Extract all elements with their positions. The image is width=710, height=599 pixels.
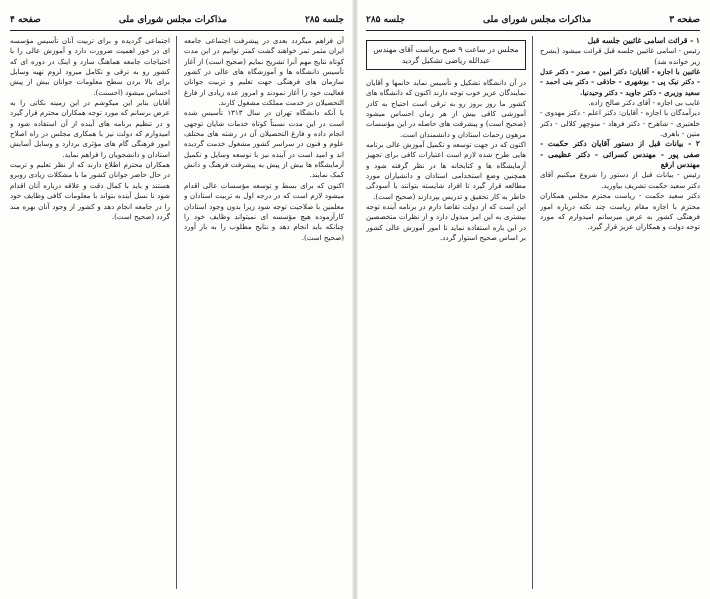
session-opening-notice: مجلس در ساعت ۹ صبح بریاست آقای مهندس عبدالله ریاضی تشکیل گردید	[366, 40, 526, 70]
right-session-label: جلسه ۲۸۵	[366, 15, 406, 25]
left-page-column-left	[10, 36, 170, 593]
left-running-header	[10, 12, 344, 28]
paragraph: رئیس - بیانات قبل از دستور را شروع میکنیم آقای دکتر سعید حکمت تشریف بیاورید.	[540, 170, 700, 190]
paragraph: این است که از دولت تقاضا دارم در برنامه آینده توجه بیشتری به این امر مبذول دارد و از نظرات متخصصین در این باره استفاده نماید تا امور آموزش عالی کشور بر اساس صحیح استوار گردد.	[366, 202, 526, 243]
left-page-label: صفحه ۴	[10, 15, 41, 25]
right-page-label: صفحه ۳	[669, 15, 700, 25]
right-page-column-right	[540, 36, 700, 593]
section-heading: ۱ - قرائت اسامی غائبین جلسه قبل	[587, 36, 700, 45]
left-session-label: جلسه ۲۸۵	[304, 15, 344, 25]
right-column-divider	[532, 36, 533, 589]
left-journal-title: مذاکرات مجلس شورای ملی	[118, 15, 227, 25]
right-page-column-left	[366, 36, 526, 593]
paragraph: اکنون که برای بسط و توسعه مؤسسات عالی اقدام میشود لازم است که در درجه اول به تربیت استادان و معلمین با صلاحیت توجه شود زیرا بدون وجود استادان کارآزموده هیچ مؤسسه ای نمیتواند وظایف خود را چنانکه باید انجام دهد و نتایج مطلوب را به بار آورد (صحیح است).	[184, 180, 344, 242]
paragraph: با آنکه دانشگاه تهران در سال ۱۳۱۳ تأسیس شده است در این مدت نسبتاً کوتاه خدمات شایان توجهی انجام داده و فارغ التحصیلان آن در رشته های مختلف علوم و فنون در سراسر کشور مشغول خدمت گردیده اند و امید است در آینده نیز با توسعه وسایل و تکمیل آزمایشگاه ها بیش از پیش به پیشرفت فرهنگ و دانش کمک نمایند.	[184, 108, 344, 180]
left-header-rule	[10, 30, 344, 31]
left-page	[4, 0, 350, 599]
paragraph: غائبین با اجازه - آقایان: دکتر امین - صدر - دکتر عدل - دکتر نیک پی - بوشهری - حاذقی - دکتر بنی احمد - سعید وزیری - دکتر جاوید - دکتر وحیدنیا.	[540, 67, 700, 97]
right-running-header	[366, 12, 700, 28]
section-heading: ۲ - بیانات قبل از دستور آقایان دکتر حکمت - صفی پور - مهندس کسرائی - دکتر عظیمی - مهندس ارفع	[540, 139, 700, 170]
paragraph: در آن دانشگاه تشکیل و تأسیس نماید خانمها و آقایان نمایندگان عزیز خوب توجه دارند اکنون که دانشگاه های کشور ما روز بروز رو به ترقی است احتیاج به کادر آموزشی کافی بیش از هر زمان احساس میشود (صحیح است) و پیشرفت های حاصله در این مؤسسات مرهون زحمات استادان و دانشمندان است.	[366, 78, 526, 139]
right-page	[360, 0, 706, 599]
paragraph: آقایان بنابر این میکوشم در این زمینه نکاتی را به عرض برسانم که مورد توجه همکاران محترم قرار گیرد و در تنظیم برنامه های آینده از آن استفاده شود و امیدوارم که دولت نیز با همکاری مجلس در راه اصلاح امور فرهنگی گام های مؤثری بردارد و وسایل آسایش استادان و دانشجویان را فراهم نماید.	[10, 98, 170, 159]
paragraph: غایب بی اجازه - آقای دکتر صالح زاده.	[588, 98, 700, 108]
left-page-column-right	[184, 36, 344, 593]
paragraph: آن فراهم میگردد بعدی در پیشرفت اجتماعی جامعه ایران مثمر ثمر خواهند گشت کمتر توانیم در این مدت کوتاه نتایج مهم آنرا تشریح نمایم (صحیح است) از آغاز تأسیس دانشگاه ها و آموزشگاه های عالی در کشور سازمان های فرهنگی جهت تعلیم و تربیت جوانان فعالیت خود را آغاز نمودند و امروز عده زیادی از فارغ التحصیلان در خدمت مملکت مشغول کارند.	[184, 36, 344, 108]
paragraph: اجتماعی گردیده و برای تربیت آنان تأسیس مؤسسه ای در خور اهمیت ضرورت دارد و آموزش عالی را با احتیاجات جامعه هماهنگ سازد و اینک در دوره ای که کشور رو به ترقی و تکامل میرود لزوم تهیه وسایل برای بالا بردن سطح معلومات جوانان بیش از پیش احساس میشود (احسنت).	[10, 36, 170, 97]
paragraph: رئیس - اسامی غائبین جلسه قبل قرائت میشود (بشرح زیر خوانده شد)	[540, 46, 700, 66]
paragraph: همکاران محترم اطلاع دارند که از نظر تعلیم و تربیت در حال حاضر جوانان کشور ما با مشکلات زیادی روبرو هستند و باید با کمال دقت و علاقه درباره آنان اقدام شود تا نسل آینده بتواند با معلومات کافی وظایف خود را در جامعه انجام دهد و کشور از وجود آنان بهره مند گردد (صحیح است).	[10, 160, 170, 221]
left-column-divider	[176, 36, 177, 589]
paragraph: دیرآمدگان با اجازه - آقایان: دکتر اعلم - دکتر مهدوی - خلعتبری - شاهرخ - دکتر فرهاد - منوچهر کلالی - دکتر متین - باهری.	[540, 108, 700, 139]
right-journal-title: مذاکرات مجلس شورای ملی	[483, 15, 592, 25]
binding-gutter	[352, 0, 358, 599]
right-header-rule	[366, 30, 700, 31]
paragraph: اکنون که در جهت توسعه و تکمیل آموزش عالی برنامه هایی طرح شده لازم است اعتبارات کافی برای تجهیز آزمایشگاه ها و کتابخانه ها در نظر گرفته شود و همچنین وضع استخدامی استادان و دانشیاران مورد مطالعه قرار گیرد تا افراد شایسته بتوانند با آسودگی خاطر به کار تحقیق و تدریس بپردازند (صحیح است).	[366, 140, 526, 201]
paragraph: دکتر سعید حکمت - ریاست محترم مجلس همکاران محترم با اجازه مقام ریاست چند نکته درباره امور فرهنگی کشور به عرض میرسانم امیدوارم که مورد توجه دولت و همکاران عزیز قرار گیرد.	[540, 191, 700, 232]
